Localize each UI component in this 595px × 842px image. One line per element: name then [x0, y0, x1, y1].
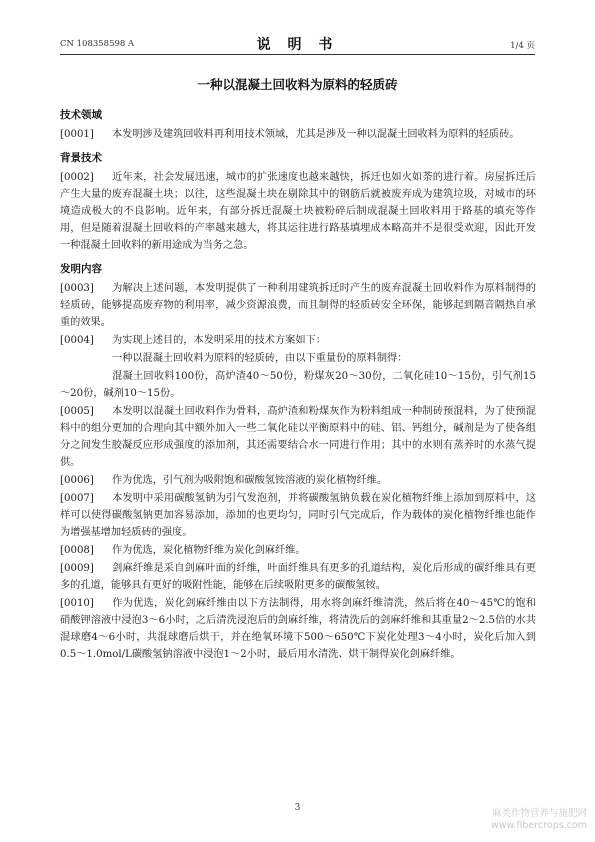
watermark-url: www.fibercrops.com	[490, 820, 587, 831]
paragraph-number: [0005]	[60, 406, 94, 417]
paragraph-number: [0006]	[60, 475, 94, 486]
paragraph-number: [0001]	[60, 129, 94, 140]
paragraph-text: 本发明中采用碳酸氢钠为引气发泡剂，并将碳酸氢钠负载在炭化植物纤维上添加到原料中，这样可以使得碳酸氢钠更加容易添加，添加的也更均匀，同时引气完成后，作为载体的炭化植物纤维也能作为增强基增加轻质砖的强度。	[60, 493, 536, 538]
paragraph	[60, 332, 536, 349]
section-heading: 技术领域	[60, 109, 102, 121]
paragraph-text: 作为优选，炭化剑麻纤维由以下方法制得，用水将剑麻纤维清洗，然后将在40～45℃的饱和硝酸钾溶液中浸泡3～6小时，之后清洗浸泡后的剑麻纤维，将清洗后的剑麻纤维和其重量2～2.5倍的水共混球磨4～6小时，共混球磨后烘干，并在绝氧环境下500～650℃下炭化处理3～4小时，炭化后加入到0.5～1.0mol/L碳酸氢钠溶液中浸泡1～2小时，最后用水清洗、烘干制得炭化剑麻纤维。	[60, 598, 536, 660]
paragraph	[60, 126, 536, 143]
paragraph	[60, 472, 536, 489]
paragraph	[60, 403, 536, 471]
watermark-site-name: 麻类作物营养与施肥网	[491, 808, 587, 819]
paragraph	[60, 490, 536, 541]
paragraph-text: 为实现上述目的，本发明采用的技术方案如下：	[112, 335, 326, 346]
section-heading: 发明内容	[60, 263, 102, 275]
paragraph-number: [0004]	[60, 335, 94, 346]
paragraph	[60, 542, 536, 559]
paragraph-number: [0003]	[60, 283, 94, 294]
paragraph-number: [0008]	[60, 545, 94, 556]
page-header	[0, 34, 595, 54]
paragraph-text: 为解决上述问题，本发明提供了一种利用建筑拆迁时产生的废弃混凝土回收料作为原料制得的轻质砖，能够提高废弃物的利用率，减少资源浪费，而且制得的轻质砖安全环保，能够起到隔音隔热自承重的效果。	[60, 283, 536, 328]
paragraph-text: 剑麻纤维是采自剑麻叶面的纤维，叶面纤维具有更多的孔道结构，炭化后形成的碳纤维具有更多的孔道，能够具有更好的吸附性能，能够在后续吸附更多的碳酸氢铵。	[60, 563, 536, 591]
paragraph-number: [0010]	[60, 598, 94, 609]
paragraph	[60, 595, 536, 663]
patent-number: CN 108358598 A	[60, 39, 135, 49]
paragraph-text: 混凝土回收料100份，高炉渣40～50份，粉煤灰20～30份，二氧化硅10～15份，引气剂15～20份，碱剂10～15份。	[60, 371, 536, 399]
paragraph-text: 作为优选，引气剂为吸附饱和碳酸氢铵溶液的炭化植物纤维。	[112, 475, 388, 486]
paragraph	[60, 169, 536, 254]
page-number: 3	[294, 803, 301, 813]
section-heading: 背景技术	[60, 152, 102, 164]
paragraph-number: [0009]	[60, 563, 94, 574]
page-indicator: 1/4 页	[510, 41, 535, 51]
paragraph-text: 本发明以混凝土回收料作为骨料，高炉渣和粉煤灰作为粉料组成一种制砖预混料，为了使预混料中的组分更加的合理向其中额外加入一些二氧化硅以平衡原料中的硅、铝、钙组分，碱剂是为了使各组分之间发生胶凝反应形成强度的添加剂，其还需要结合水一同进行作用；其中的水则有蒸养时的水蒸气提供。	[60, 406, 536, 468]
paragraph-number: [0002]	[60, 172, 94, 183]
paragraph	[60, 368, 536, 402]
paragraph	[60, 280, 536, 331]
paragraph-text: 一种以混凝土回收料为原料的轻质砖，由以下重量份的原料制得：	[112, 353, 408, 364]
paragraph	[60, 560, 536, 594]
paragraph	[60, 350, 536, 367]
header-title: 说 明 书	[256, 37, 339, 53]
header-divider	[60, 54, 535, 55]
paragraph-text: 本发明涉及建筑回收料再利用技术领域，尤其是涉及一种以混凝土回收料为原料的轻质砖。	[112, 129, 520, 140]
document-title: 一种以混凝土回收料为原料的轻质砖	[197, 77, 398, 92]
paragraph-text: 近年来，社会发展迅速，城市的扩张速度也越来越快，拆迁也如火如荼的进行着。房屋拆迁后产生大量的废弃混凝土块；以往，这些混凝土块在剔除其中的钢筋后就被废弃成为建筑垃圾，对城市的环境造成极大的不良影响。近年来，有部分拆迁混凝土块被粉碎后制成混凝土回收料用于路基的填充等作用，但是随着混凝土回收料的产率越来越大，将其运往进行路基填埋成本略高并不是很受欢迎，因此开发一种混凝土回收料的新用途成为当务之急。	[60, 172, 536, 251]
site-watermark	[491, 808, 587, 832]
paragraph-number: [0007]	[60, 493, 94, 504]
paragraph-text: 作为优选，炭化植物纤维为炭化剑麻纤维。	[112, 545, 306, 556]
document-body	[60, 104, 536, 664]
